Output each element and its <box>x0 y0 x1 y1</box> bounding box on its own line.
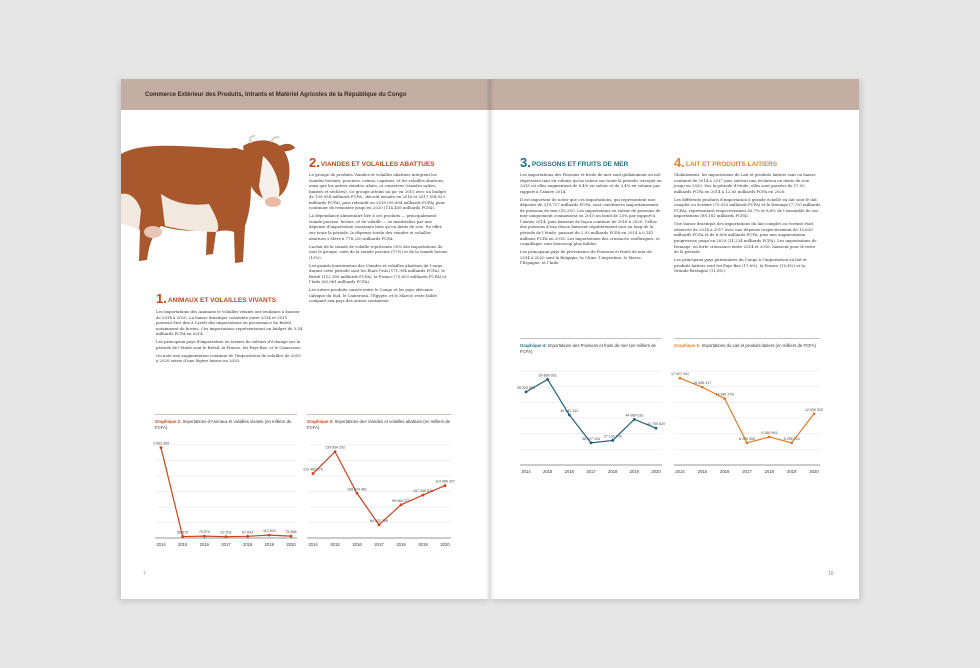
section3-title: POISSONS ET FRUITS DE MER <box>531 161 629 168</box>
x-tick-label: 2019 <box>787 469 797 474</box>
data-label: 56 679 <box>177 530 189 535</box>
x-tick-label: 2020 <box>286 542 296 547</box>
data-point <box>160 446 163 449</box>
section3-paragraph: Les principaux pays de provenance de Poissons et fruits de mer de 2014 à 2020 sont la Belgique, la Chine, l’Argentine, le Maroc, l’Espagne, et l’Inde. <box>520 249 652 266</box>
data-label: 75 570 <box>198 530 210 535</box>
section2-heading: 2.VIANDES ET VOLAILLES ABATTUES <box>309 155 435 170</box>
data-label: 55 220 091 <box>517 385 535 390</box>
data-point <box>378 523 381 526</box>
data-label: 8 299 354 <box>739 436 755 441</box>
series-line <box>526 379 656 442</box>
data-label: 12 630 923 <box>805 407 823 412</box>
x-tick-label: 2017 <box>742 469 752 474</box>
data-label: 139 954 292 <box>325 445 345 450</box>
chart5-label: Graphique 5: <box>674 343 701 348</box>
data-label: 107 345 876 <box>413 489 433 494</box>
data-point <box>400 503 403 506</box>
chart-divider <box>674 338 820 339</box>
data-label: 3 593 369 <box>153 441 169 446</box>
data-point <box>655 427 658 430</box>
data-point <box>723 397 726 400</box>
chart4-label: Graphique 4: <box>520 343 547 348</box>
data-label: 37 139 278 <box>603 434 622 439</box>
section1-paragraph: Les principaux pays d’importation en termes de valeurs d’échange sur la période de l’étude sont le Brésil, la France, les Pays-Bas, et le Cameroun. <box>156 339 302 350</box>
x-tick-label: 2016 <box>720 469 730 474</box>
section2-paragraph: Les grands fournisseurs des Viandes et volailles abattues du Congo durant cette période sont les États-Unis (171,994 milliards FCFA), le Brésil (112,189 milliards FCFA), la France (73,653 milliards FCFA) et l’Inde (65,961 milliards FCFA). <box>309 262 447 285</box>
data-label: 16 596 417 <box>693 381 712 386</box>
data-label: 113 824 <box>262 529 276 534</box>
data-label: 14 881 278 <box>715 392 734 397</box>
data-point <box>203 535 206 538</box>
chart5-title <box>674 343 820 349</box>
x-tick-label: 2018 <box>396 542 406 547</box>
data-label: 53 203 <box>220 530 232 535</box>
section4-paragraph: Globalement, les importations de Lait et produits laitiers sont en baisse continue de 2014 à 2017 puis suivent une évolution en dents de scie jusqu’en 2020. Sur la période d’étude, elles sont passées de 17,92 milliards FCFA en 2014 à 12,63 milliards FCFA en 2020. <box>674 172 816 194</box>
data-label: 114 456 337 <box>435 479 455 484</box>
section2-paragraph: La dépendance alimentaire liée à ces produits — principalement viande porcine, bovine, et de volaille — se matérialise par une dépense d’importation constante bien qu’en dents de scie. En effet, sur toute la période, la dépense totale des viandes et volailles abattues s’élève à 778,230 milliards FCFA. <box>309 213 443 241</box>
series-line <box>680 378 814 443</box>
data-point <box>290 535 293 538</box>
x-tick-label: 2015 <box>178 542 188 547</box>
x-tick-label: 2015 <box>543 469 553 474</box>
page-number-right: 10 <box>828 571 834 577</box>
section4-paragraph: Une baisse drastique des importations du lait complet ou écrémé était observée de 2014 à 2017 avec une dépense respectivement de 15,620 milliards FCFA et de 6,656 milliards FCFA, puis une augmentation progressive jusqu’en 2020 (11,234 milliards FCFA). Les importations de fromage, en forte croissance entre 2014 et 2016, baissent pour le reste de la période. <box>674 221 817 255</box>
right-page <box>490 79 859 599</box>
x-tick-label: 2016 <box>199 542 209 547</box>
data-label: 123 492 572 <box>303 467 323 472</box>
x-tick-label: 2016 <box>564 469 574 474</box>
section1-paragraph: Les importations des Animaux et volailles vivants ont tendance à baisser de 2014 à 2020. La baisse drastique constatée entre 2014 et 2015 pourrait être due à l’arrêt des importations en provenance du Brésil notamment de bovins. Ces importations représentaient un budget de 3,54 milliards FCFA en 2014. <box>156 309 303 337</box>
data-point <box>181 535 184 538</box>
data-point <box>356 492 359 495</box>
chart-divider <box>520 338 662 339</box>
data-label: 67 643 <box>242 530 254 535</box>
chart5-title-text: Importations du Lait et produits laitiers (en milliers de FCFA) <box>701 343 816 348</box>
x-tick-label: 2020 <box>809 469 819 474</box>
data-label: 36 227 104 <box>582 436 600 441</box>
data-point <box>813 412 816 415</box>
x-tick-label: 2019 <box>629 469 639 474</box>
section2-title: VIANDES ET VOLAILLES ABATTUES <box>320 161 435 168</box>
section3-body <box>520 172 662 268</box>
x-tick-label: 2018 <box>608 469 618 474</box>
data-label: 9 180 991 <box>761 430 778 435</box>
section2-body <box>309 172 449 307</box>
x-tick-label: 2018 <box>243 542 253 547</box>
chart2-title-text: Importations d’Animaux et volailles vivants (en milliers de FCFA) <box>155 419 292 430</box>
data-label: 99 984 277 <box>392 498 410 503</box>
data-point <box>768 436 771 439</box>
chart3 <box>303 435 455 552</box>
chart3-title <box>307 419 451 431</box>
x-tick-label: 2014 <box>521 469 531 474</box>
chart2-label: Graphique 2: <box>155 419 182 424</box>
data-point <box>422 494 425 497</box>
x-tick-label: 2014 <box>308 542 318 547</box>
data-label: 46 642 312 <box>560 408 579 413</box>
chart4-title <box>520 343 662 355</box>
cow-illustration <box>121 134 297 269</box>
chart-divider <box>307 414 451 415</box>
section1-body <box>156 309 304 366</box>
data-point <box>546 378 549 381</box>
data-point <box>525 390 528 393</box>
section2-paragraph: Les autres produits carnés entre le Congo et les pays africains (Afrique du Sud, le Cameroun, l’Égypte, et le Maroc) reste faible comparé aux pays des autres continents. <box>309 287 437 304</box>
x-tick-label: 2019 <box>418 542 428 547</box>
data-label: 8 295 224 <box>783 436 800 441</box>
data-point <box>312 472 315 475</box>
chart4 <box>517 361 665 479</box>
section4-paragraph: Les différents produits d’importation à grande échelle en lait sont le lait complet ou écrémé (75,535 milliards FCFA) et le fromage (7,720 milliards FCFA), représentant respectivement 85,7% et 8,8% de l’ensemble de ces importations (88,182 milliards FCFA). <box>674 196 821 219</box>
x-tick-label: 2017 <box>586 469 596 474</box>
x-tick-label: 2019 <box>264 542 274 547</box>
series-line <box>161 448 291 537</box>
x-tick-label: 2020 <box>651 469 661 474</box>
data-point <box>633 418 636 421</box>
data-label: 59 868 931 <box>538 373 557 378</box>
x-tick-label: 2017 <box>221 542 231 547</box>
section2-paragraph: Le groupe de produits Viandes et volailles abattues intègrent les viandes bovines, porcines, ovines, caprines, et les volailles abattues, ainsi que les autres viandes, abats, et conserves (viandes salées, fumées et séchées). Ce groupe atteint un pic en 2015 avec un budget de 139,954 milliards FCFA , décroît ensuite en 2016 et 2017 (84,923 milliards FCFA), puis rebondit en 2018 (99,984 milliards FCFA) pour continuer de remonter jusqu’en 2020 (114,456 milliards FCFA). <box>309 172 447 211</box>
section3-paragraph: Il est important de noter que ces importations, qui représentent une dépense de 319,717 milliards FCFA, sont constituées majoritairement de poissons de mer (55,2%). Les importations en valeur de poissons de mer uniquement connaissent en 2015 un bond de 25% par rapport à l’année 2014, puis baissent de façon continue de 2016 à 2020. Celles des poissons d’eau douce baissent régulièrement tout au long de la période de l’étude, passant de 2,03 milliards FCFA en 2014 à 0,141 millions FCFA en 2018. Les importations des crustacés, mollusques, et coquillages sont beaucoup plus faibles. <box>520 196 661 247</box>
data-label: 84 922 749 <box>370 518 388 523</box>
chart3-title-text: Importations des Viandes et volailles abattues (en milliers de FCFA) <box>307 419 451 430</box>
data-point <box>790 441 793 444</box>
data-point <box>334 450 337 453</box>
x-tick-label: 2014 <box>156 542 166 547</box>
section3-heading: 3.POISSONS ET FRUITS DE MER <box>520 155 629 170</box>
header-band <box>490 79 859 110</box>
chart-divider <box>155 414 297 415</box>
data-label: 108 674 481 <box>347 487 367 492</box>
section4-title: LAIT ET PRODUITS LAITIERS <box>685 161 778 168</box>
x-tick-label: 2016 <box>352 542 362 547</box>
book-gutter <box>486 79 494 599</box>
x-tick-label: 2018 <box>764 469 774 474</box>
chart2-title <box>155 419 297 431</box>
section2-paragraph: L’achat de la viande de volaille représente 55% des importations de tout le groupe, suivi de la viande porcine (17%) et de la viande bovine (13%). <box>309 243 448 260</box>
data-point <box>590 442 593 445</box>
data-point <box>568 414 571 417</box>
chart3-label: Graphique 3: <box>307 419 334 424</box>
section1-heading: 1.ANIMAUX ET VOLAILLES VIVANTS <box>156 291 277 306</box>
running-title: Commerce Extérieur des Produits, Intrants et Matériel Agricoles de la République du Congo <box>145 92 407 98</box>
data-point <box>444 484 447 487</box>
chart5 <box>671 361 823 479</box>
section1-title: ANIMAUX ET VOLAILLES VIVANTS <box>167 297 277 304</box>
x-tick-label: 2015 <box>330 542 340 547</box>
x-tick-label: 2017 <box>374 542 384 547</box>
header-band <box>121 79 490 110</box>
data-label: 75 558 <box>285 530 297 535</box>
x-tick-label: 2014 <box>675 469 685 474</box>
data-point <box>701 386 704 389</box>
data-label: 17 927 441 <box>671 372 689 377</box>
data-point <box>679 377 682 380</box>
section3-paragraph: Les importations des Poissons et fruits de mer sont globalement en net régression tant en volume qu’en valeur sur toute la période, excepté en 2015 où elles augmentent de 8,4% en valeur et de 3,4% en volume par rapport à l’année 2014. <box>520 172 662 194</box>
chart4-title-text: Importations des Poissons et fruits de mer (en milliers de FCFA) <box>520 343 656 354</box>
data-point <box>268 534 271 537</box>
section4-body <box>674 172 821 276</box>
section1-paragraph: On note une augmentation continue de l’importation de volailles de 2019 à 2020 suivie d’une légère baisse en 2020. <box>156 352 301 364</box>
data-point <box>746 441 749 444</box>
page-number-left: 7 <box>143 571 146 577</box>
x-tick-label: 2020 <box>440 542 450 547</box>
section4-paragraph: Les principaux pays partenaires du Congo à l’importation en lait et produits laitiers sont les Pays-Bas (17,6%), la France (15,4%) et la Grande-Bretagne (11,8%). <box>674 257 807 274</box>
data-label: 41 709 820 <box>647 422 665 427</box>
chart2 <box>155 435 297 552</box>
data-point <box>225 535 228 538</box>
x-tick-label: 2015 <box>697 469 707 474</box>
data-point <box>611 439 614 442</box>
data-point <box>246 535 249 538</box>
left-page <box>121 79 490 599</box>
data-label: 44 989 610 <box>625 413 644 418</box>
section4-heading: 4.LAIT ET PRODUITS LAITIERS <box>674 155 778 170</box>
